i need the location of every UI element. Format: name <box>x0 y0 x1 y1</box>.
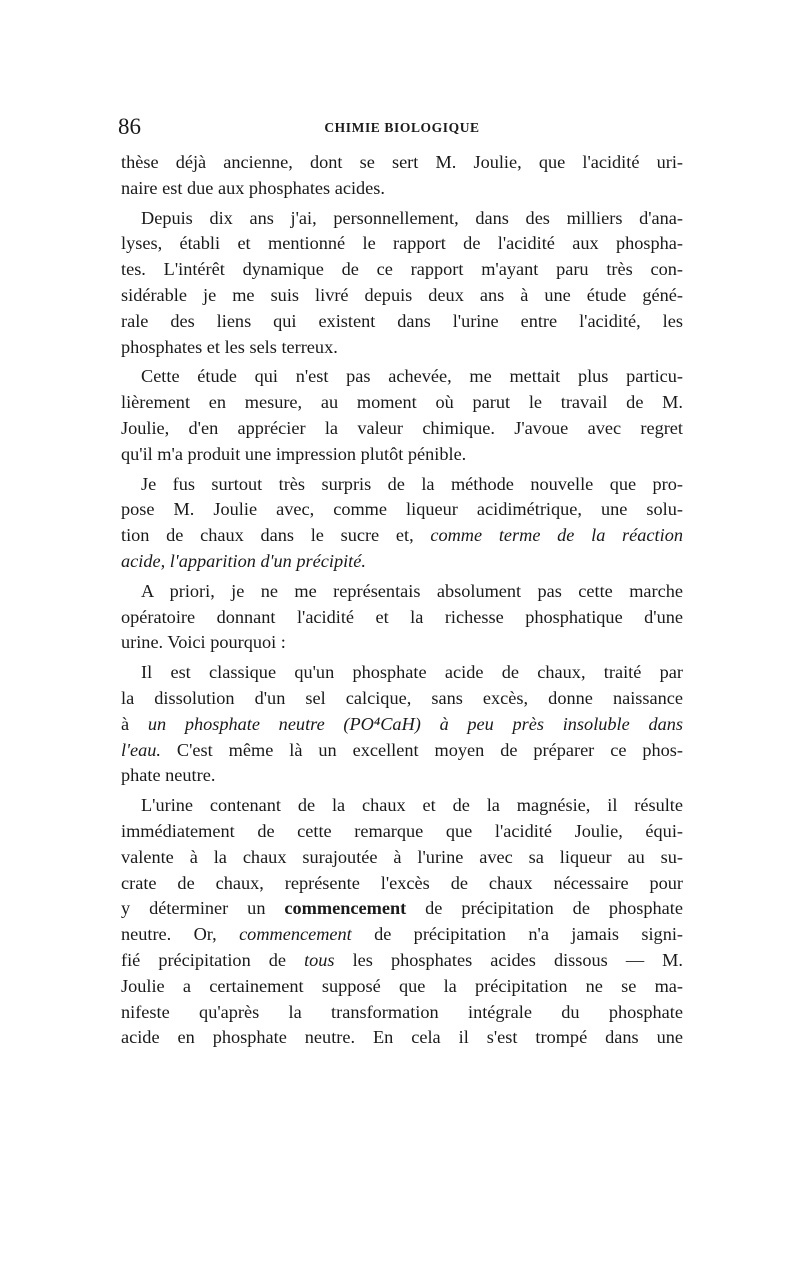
paragraph <box>121 364 683 467</box>
text-line: pose M. Joulie avec, comme liqueur acidimétrique, une solu- <box>121 499 683 520</box>
italic-run: tous <box>304 949 335 970</box>
text-line: acide en phosphate neutre. En cela il s'est trompé dans une <box>121 1027 683 1048</box>
text-line: A priori, je ne me représentais absolument pas cette marche <box>141 580 683 601</box>
text-line: Cette étude qui n'est pas achevée, me mettait plus particu- <box>141 366 683 387</box>
text-run: y déterminer un <box>121 898 285 919</box>
text-line: L'urine contenant de la chaux et de la magnésie, il résulte <box>141 795 683 816</box>
text-run: à <box>121 713 148 734</box>
text-line: lyses, établi et mentionné le rapport de l'acidité aux phospha- <box>121 233 683 254</box>
text-line: Depuis dix ans j'ai, personnellement, dans des milliers d'ana- <box>141 207 683 228</box>
text-line: Joulie a certainement supposé que la précipitation ne se ma- <box>121 975 683 996</box>
text-line: nifeste qu'après la transformation intégrale du phosphate <box>121 1001 683 1022</box>
page-header <box>118 114 683 144</box>
text-line: phosphates et les sels terreux. <box>121 336 338 357</box>
text-line: opératoire donnant l'acidité et la richesse phosphatique d'une <box>121 606 683 627</box>
paragraph <box>121 150 683 202</box>
text-run: tion de chaux dans le sucre et, <box>121 525 414 546</box>
text-run: de précipitation n'a jamais signi- <box>351 924 684 945</box>
text-run: les phosphates acides dissous — M. <box>334 949 683 970</box>
text-line <box>121 896 683 922</box>
text-line: rale des liens qui existent dans l'urine entre l'acidité, les <box>121 310 683 331</box>
paragraph <box>121 660 683 789</box>
italic-run: acide, l'apparition d'un précipité. <box>121 550 366 571</box>
bold-run: commencement <box>284 898 407 919</box>
text-line: valente à la chaux surajoutée à l'urine avec sa liqueur au su- <box>121 846 683 867</box>
page-number: 86 <box>118 114 141 139</box>
body-text <box>121 150 683 1051</box>
text-line: la dissolution d'un sel calcique, sans excès, donne naissance <box>121 687 683 708</box>
text-line: crate de chaux, représente l'excès de chaux nécessaire pour <box>121 872 683 893</box>
paragraph <box>121 206 683 361</box>
text-line: sidérable je me suis livré depuis deux ans à une étude géné- <box>121 284 683 305</box>
text-line: Joulie, d'en apprécier la valeur chimique. J'avoue avec regret <box>121 417 683 438</box>
text-line <box>121 523 683 549</box>
text-line: urine. Voici pourquoi : <box>121 632 286 653</box>
paragraph <box>121 793 683 1051</box>
paragraph <box>121 472 683 575</box>
italic-run: commencement <box>239 924 352 945</box>
text-line: immédiatement de cette remarque que l'acidité Joulie, équi- <box>121 820 683 841</box>
text-line <box>121 712 683 738</box>
text-line: qu'il m'a produit une impression plutôt pénible. <box>121 443 467 464</box>
italic-run: comme terme de la réaction <box>413 525 683 546</box>
text-line: naire est due aux phosphates acides. <box>121 177 385 198</box>
text-line <box>121 922 683 948</box>
text-line: thèse déjà ancienne, dont se sert M. Joulie, que l'acidité uri- <box>121 152 683 172</box>
text-line: Je fus surtout très surpris de la méthode nouvelle que pro- <box>141 473 683 494</box>
book-page <box>118 114 684 1055</box>
text-line: lièrement en mesure, au moment où parut le travail de M. <box>121 392 683 413</box>
text-line: Il est classique qu'un phosphate acide de chaux, traité par <box>141 662 683 683</box>
text-run: fié précipitation de <box>121 949 305 970</box>
italic-run: un phosphate neutre (PO⁴CaH) à peu près insoluble dans <box>147 713 683 734</box>
text-line <box>121 549 683 575</box>
running-title: CHIMIE BIOLOGIQUE <box>324 120 480 135</box>
paragraph <box>121 579 683 656</box>
text-line: tes. L'intérêt dynamique de ce rapport m'ayant paru très con- <box>121 259 683 280</box>
text-run: neutre. Or, <box>121 924 240 945</box>
text-line: phate neutre. <box>121 765 216 786</box>
italic-run: l'eau. <box>121 739 161 760</box>
text-run: C'est même là un excellent moyen de préparer ce phos- <box>160 739 683 760</box>
text-line <box>121 948 683 974</box>
text-run: de précipitation de phosphate <box>406 898 683 919</box>
text-line <box>121 738 683 764</box>
